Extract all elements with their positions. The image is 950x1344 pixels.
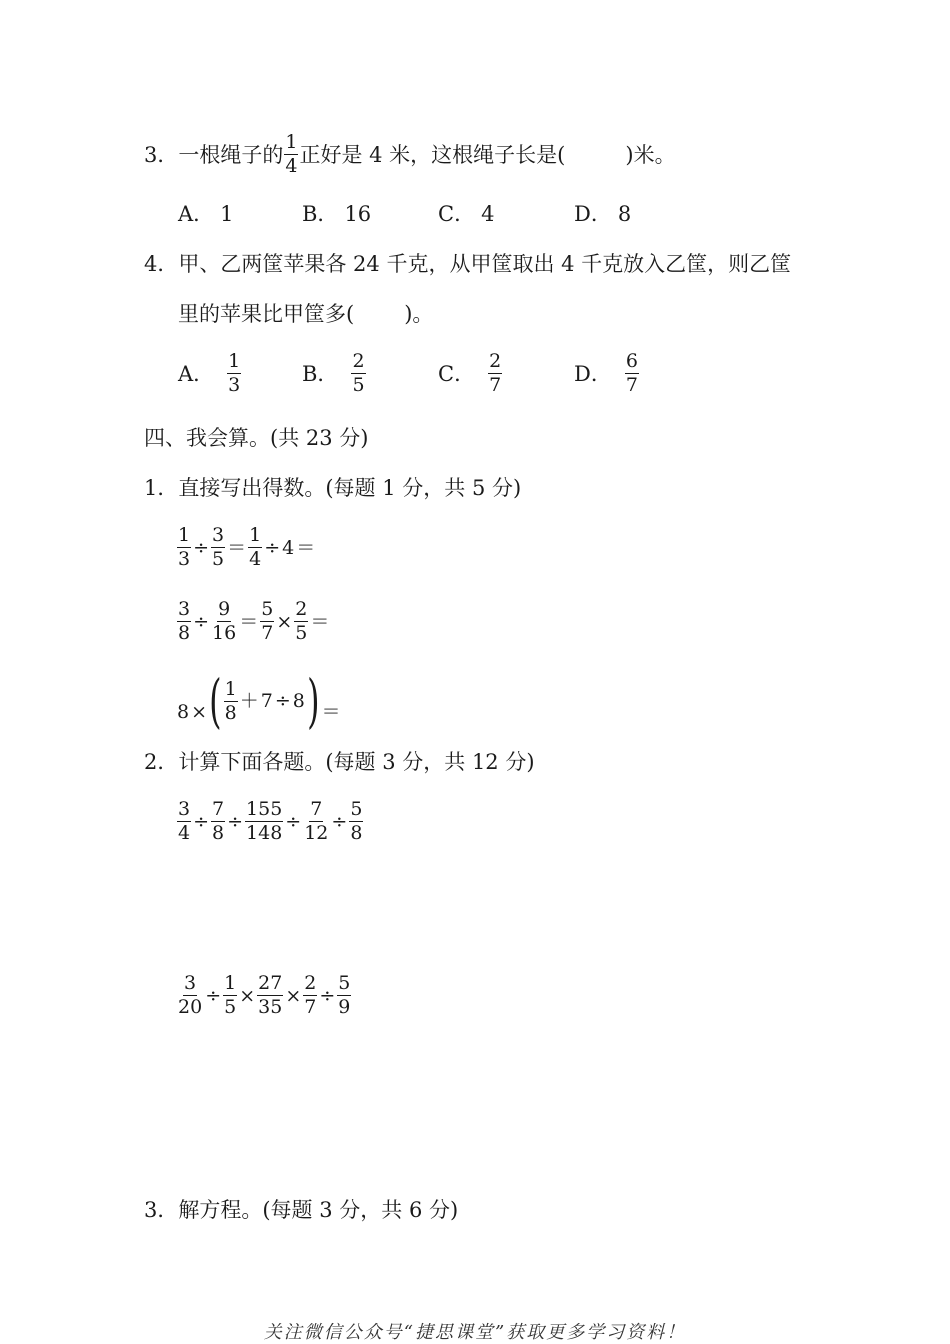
fraction: $\frac{3}{4}$ — [178, 798, 191, 844]
fraction: $\frac{7}{12}$ — [304, 798, 329, 844]
calc-expression-1 — [176, 800, 364, 843]
part-1-title: 1．直接写出得数。(每题 1 分，共 5 分) — [144, 476, 522, 500]
equals-sign: ＝ — [239, 610, 259, 633]
fraction: $\frac{3}{5}$ — [212, 524, 225, 570]
part-2-title: 2．计算下面各题。(每题 3 分，共 12 分) — [144, 750, 535, 774]
q4-option-c[interactable]: C． $\frac{2}{7}$ — [438, 350, 502, 396]
multiply-sign: × — [285, 984, 302, 1007]
fraction: $\frac{155}{148}$ — [246, 798, 283, 844]
equals-sign: ＝ — [296, 536, 316, 559]
q3-text-post: 正好是 4 米，这根绳子长是( — [299, 142, 566, 167]
divide-sign: ÷ — [227, 810, 244, 833]
fraction: $\frac{5}{7}$ — [261, 598, 274, 644]
calc-expression-2 — [176, 974, 352, 1017]
divide-sign: ÷ — [193, 536, 210, 559]
q3-number: 3． — [144, 142, 179, 167]
q4-option-a[interactable]: A． $\frac{1}{3}$ — [178, 350, 241, 396]
fraction: $\frac{27}{35}$ — [258, 972, 283, 1018]
divide-sign: ÷ — [274, 690, 291, 712]
equals-sign: ＝ — [321, 701, 341, 723]
q3-option-c[interactable]: C． 4 — [438, 202, 495, 226]
divide-sign: ÷ — [205, 984, 222, 1007]
fraction: $\frac{3}{8}$ — [178, 598, 191, 644]
number: 4 — [282, 536, 295, 559]
number: 8 — [177, 701, 190, 723]
fraction: $\frac{1}{4}$ — [249, 524, 262, 570]
q3-text-pre: 一根绳子的 — [178, 142, 284, 167]
divide-sign: ÷ — [193, 810, 210, 833]
fraction: $\frac{1}{8}$ — [224, 677, 237, 724]
fraction: $\frac{3}{20}$ — [178, 972, 203, 1018]
divide-sign: ÷ — [331, 810, 348, 833]
multiply-sign: × — [239, 984, 256, 1007]
plus-sign: ＋ — [239, 690, 259, 712]
number: 8 — [292, 690, 305, 712]
q4-text-line2b: )。 — [404, 302, 434, 326]
divide-sign: ÷ — [193, 610, 210, 633]
q3-option-a[interactable]: A． 1 — [178, 202, 234, 226]
fraction: $\frac{9}{16}$ — [212, 598, 237, 644]
left-paren: ( — [209, 667, 222, 735]
right-paren: ) — [306, 667, 320, 735]
q3-option-d[interactable]: D． 8 — [574, 202, 632, 226]
q4-text-line1: 甲、乙两筐苹果各 24 千克，从甲筐取出 4 千克放入乙筐，则乙筐 — [178, 252, 792, 276]
divide-sign: ÷ — [319, 984, 336, 1007]
expression-row-3 — [176, 667, 342, 735]
equals-sign: ＝ — [310, 610, 330, 633]
q3-option-b[interactable]: B． 16 — [302, 202, 372, 226]
q3-text-end: )米。 — [625, 142, 676, 167]
expression-row-2 — [176, 600, 330, 643]
divide-sign: ÷ — [285, 810, 302, 833]
equals-sign: ＝ — [227, 536, 247, 559]
fraction: $\frac{7}{8}$ — [212, 798, 225, 844]
fraction: $\frac{5}{8}$ — [350, 798, 363, 844]
multiply-sign: × — [276, 610, 293, 633]
question-4-line2 — [178, 302, 433, 326]
fraction: $\frac{1}{3}$ — [178, 524, 191, 570]
q4-text-line2a: 里的苹果比甲筐多( — [178, 302, 355, 326]
number: 7 — [260, 690, 273, 712]
fraction: $\frac{1}{5}$ — [224, 972, 237, 1018]
section-4-title: 四、我会算。(共 23 分) — [144, 426, 369, 450]
fraction: $\frac{5}{9}$ — [338, 972, 351, 1018]
q4-option-b[interactable]: B． $\frac{2}{5}$ — [302, 350, 365, 396]
divide-sign: ÷ — [264, 536, 281, 559]
fraction: $\frac{2}{7}$ — [304, 972, 317, 1018]
question-3 — [144, 133, 676, 176]
q4-number: 4． — [144, 252, 179, 276]
fraction: $\frac{2}{5}$ — [295, 598, 308, 644]
q3-fraction: $\frac{1}{4}$ — [285, 131, 298, 177]
question-4-line1 — [144, 252, 791, 276]
q4-option-d[interactable]: D． $\frac{6}{7}$ — [574, 350, 638, 396]
expression-row-1 — [176, 526, 316, 569]
multiply-sign: × — [191, 701, 208, 723]
footer-note: 关注微信公众号“捷思课堂”获取更多学习资料！ — [263, 1322, 687, 1343]
part-3-title: 3．解方程。(每题 3 分，共 6 分) — [144, 1198, 459, 1222]
